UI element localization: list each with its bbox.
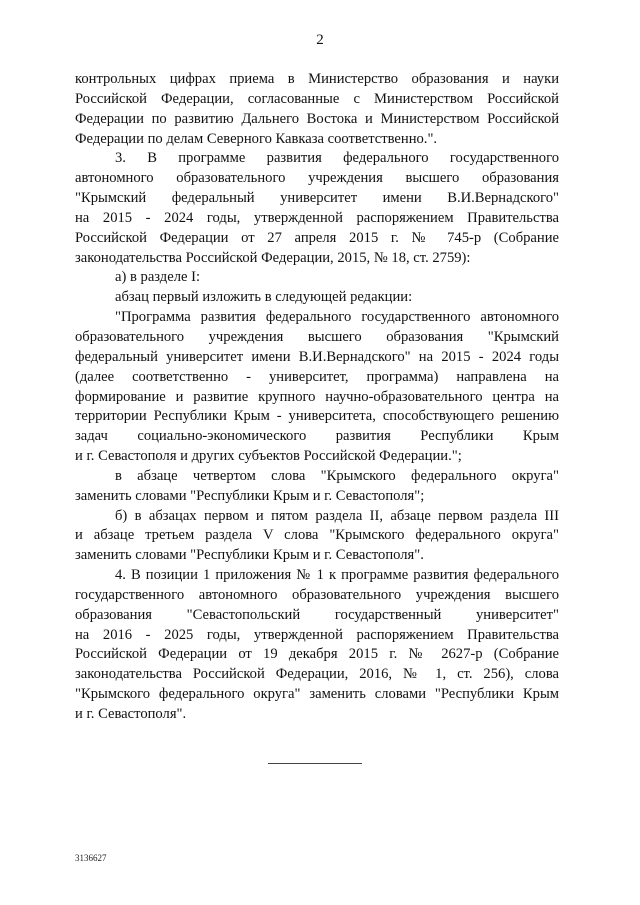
text-line: в абзаце четвертом слова "Крымского федерального округа" <box>115 467 559 484</box>
page-number: 2 <box>316 32 324 48</box>
end-separator-line <box>268 763 362 764</box>
text-line: б) в абзацах первом и пятом раздела II, абзаце первом раздела III <box>115 507 559 524</box>
text-line: на 2016 - 2025 годы, утвержденной распоряжением Правительства <box>75 626 559 643</box>
text-line: 4. В позиции 1 приложения № 1 к программе развития федерального <box>115 567 559 584</box>
text-line: Российской Федерации от 27 апреля 2015 г. № 745-р (Собрание <box>75 229 559 246</box>
text-line: образовательного учреждения высшего образования "Крымский <box>75 328 559 345</box>
text-line: (далее соответственно - университет, программа) направлена на <box>75 368 559 385</box>
text-line: образования "Севастопольский государственный университет" <box>75 606 559 623</box>
text-line: Российской Федерации от 19 декабря 2015 г. № 2627-р (Собрание <box>75 646 559 663</box>
text-line: и г. Севастополя и других субъектов Российской Федерации."; <box>75 448 462 465</box>
text-line: задач социально-экономического развития Республики Крым <box>75 428 559 445</box>
text-line: заменить словами "Республики Крым и г. Севастополя"; <box>75 487 425 504</box>
text-line: формирование и развитие крупного научно-образовательного центра на <box>75 388 559 405</box>
text-line: законодательства Российской Федерации, 2016, № 1, ст. 256), слова <box>75 666 559 683</box>
text-line: и абзаце третьем раздела V слова "Крымского федерального округа" <box>75 527 559 544</box>
document-code: 3136627 <box>75 853 107 863</box>
text-line: автономного образовательного учреждения высшего образования <box>75 170 559 187</box>
text-line: "Программа развития федерального государственного автономного <box>115 309 559 326</box>
text-line: контрольных цифрах приема в Министерство образования и науки <box>75 71 559 87</box>
text-line: федеральный университет имени В.И.Вернадского" на 2015 - 2024 годы <box>75 348 559 365</box>
text-line: на 2015 - 2024 годы, утвержденной распоряжением Правительства <box>75 209 559 226</box>
text-line: заменить словами "Республики Крым и г. Севастополя". <box>75 547 424 564</box>
text-line: "Крымского федерального округа" заменить словами "Республики Крым <box>75 686 559 703</box>
text-line: Федерации по развитию Дальнего Востока и Министерством Российской <box>75 110 559 127</box>
text-line: и г. Севастополя". <box>75 706 187 722</box>
text-line: Федерации по делам Северного Кавказа соответственно.". <box>75 130 438 147</box>
text-line: территории Республики Крым - университета, способствующего решению <box>75 408 559 425</box>
text-line: абзац первый изложить в следующей редакции: <box>115 289 413 306</box>
text-line: "Крымский федеральный университет имени В.И.Вернадского" <box>75 190 559 207</box>
document-body <box>75 70 559 725</box>
text-line: Российской Федерации, согласованные с Министерством Российской <box>75 90 559 107</box>
text-line: государственного автономного образовательного учреждения высшего <box>75 586 559 603</box>
text-line: а) в разделе I: <box>115 269 201 286</box>
text-line: законодательства Российской Федерации, 2015, № 18, ст. 2759): <box>75 249 471 266</box>
text-line: 3. В программе развития федерального государственного <box>115 150 559 167</box>
